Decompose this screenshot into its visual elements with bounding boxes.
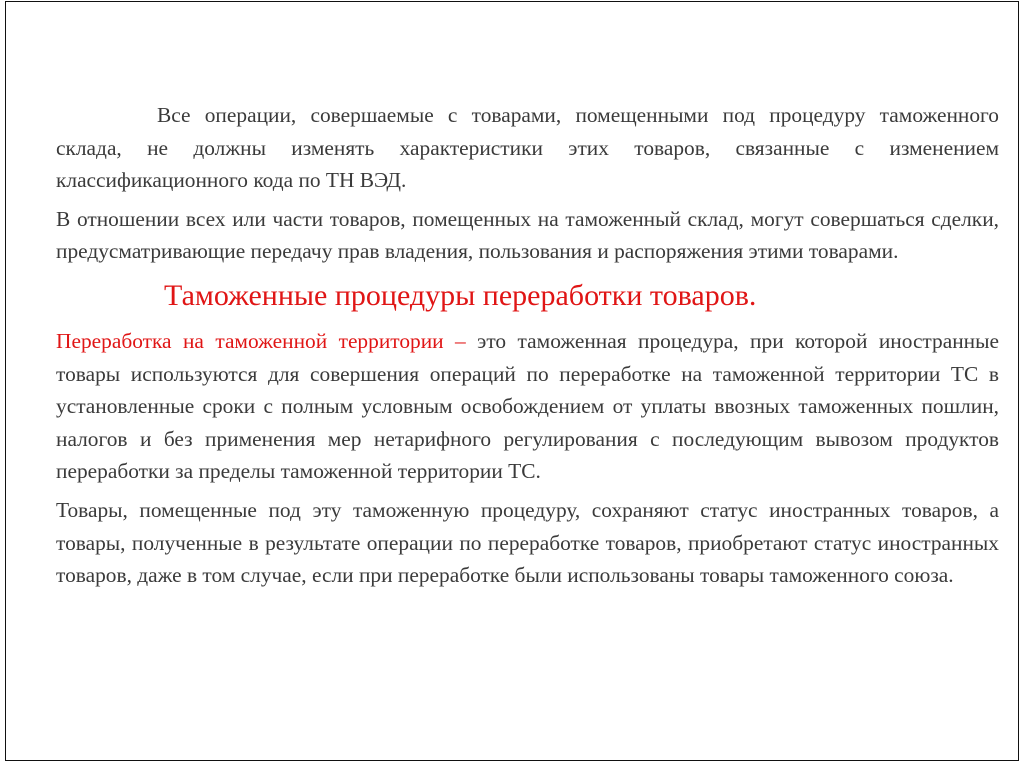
- paragraph-processing-definition: [56, 325, 999, 488]
- section-heading: Таможенные процедуры переработки товаров.: [164, 278, 757, 312]
- paragraph-warehouse-operations: Все операции, совершаемые с товарами, помещенными под процедуру таможенного склада, не должны изменять характеристики этих товаров, связанные с изменением классификационного кода по ТН ВЭД.: [56, 103, 999, 193]
- paragraph-goods-status: Товары, помещенные под эту таможенную процедуру, сохраняют статус иностранных товаров, а товары, полученные в результате операции по переработке товаров, приобретают статус иностранных товаров, даже в том случае, если при переработке были использованы товары таможенного союза.: [56, 497, 999, 588]
- processing-term: Переработка на таможенной территории –: [56, 328, 466, 353]
- paragraph-warehouse-transactions: В отношении всех или части товаров, помещенных на таможенный склад, могут совершаться сделки, предусматривающие передачу прав владения, пользования и распоряжения этими товарами.: [56, 206, 999, 264]
- slide-content: [56, 99, 999, 598]
- processing-definition-text: это таможенная процедура, при которой иностранные товары используются для совершения операций по переработке на таможенной территории ТС в установленные сроки с полным условным освобождением от уплаты ввозных таможенных пошлин, налогов и без применения мер нетарифного регулирования с последующим вывозом продуктов переработки за пределы таможенной территории ТС.: [56, 328, 999, 484]
- slide-frame: [5, 1, 1019, 761]
